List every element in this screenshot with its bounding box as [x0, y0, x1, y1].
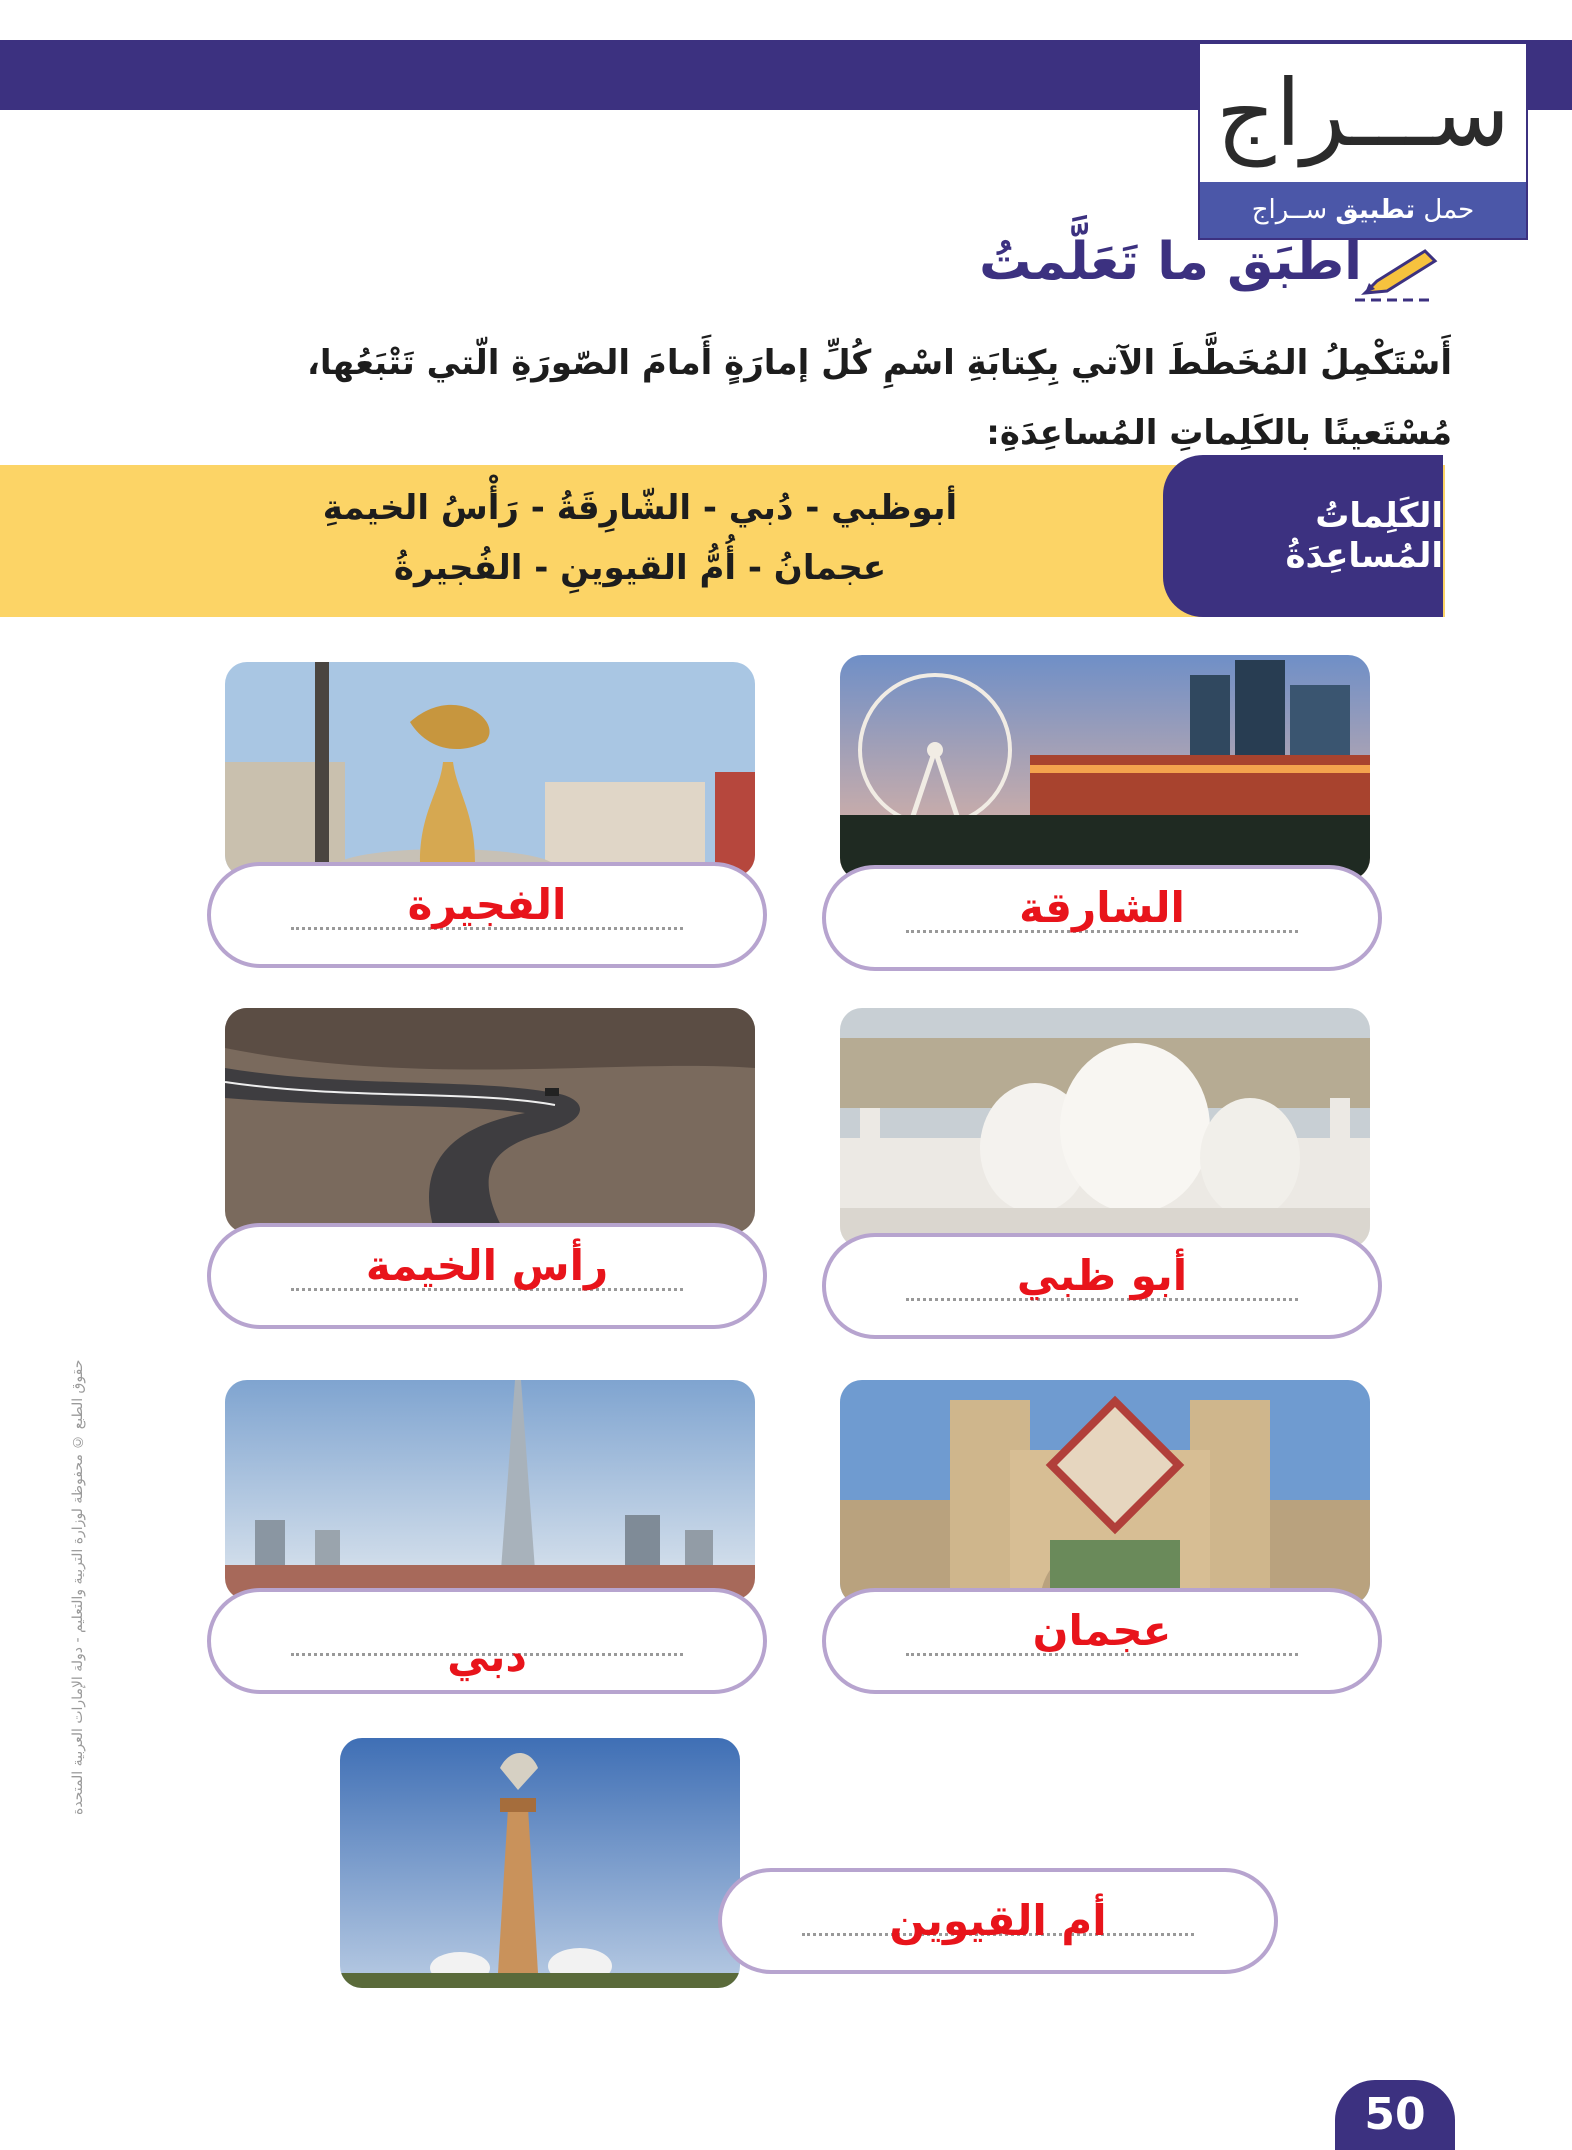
sharjah-photo	[840, 655, 1370, 880]
answer-text: الشارقة	[1019, 883, 1185, 932]
answer-field[interactable]	[207, 1588, 767, 1694]
answer-text: رأس الخيمة	[365, 1241, 609, 1290]
answer-field[interactable]	[822, 1588, 1382, 1694]
answer-text: أبو ظبي	[1016, 1251, 1188, 1300]
side-credit: حقوق الطبع © محفوظة لوزارة التربية والتعليم - دولة الإمارات العربية المتحدة	[70, 1360, 86, 1816]
siraj-logo	[1198, 42, 1528, 240]
answer-field[interactable]	[822, 1233, 1382, 1339]
abu-dhabi-photo	[840, 1008, 1370, 1248]
helper-words-line1: أبوظبي - دُبي - الشّارِقَةُ - رَأْسُ الخيمةِ	[322, 488, 958, 528]
helper-words-label: الكَلِماتُ المُساعِدَةُ	[1163, 455, 1443, 617]
answer-field[interactable]	[822, 865, 1382, 971]
ajman-photo	[840, 1380, 1370, 1605]
answer-text: الفجيرة	[407, 880, 567, 929]
card-ajman	[840, 1380, 1370, 1710]
ras-al-khaimah-photo	[225, 1008, 755, 1233]
answer-field[interactable]	[718, 1868, 1278, 1974]
card-sharjah	[840, 655, 1370, 975]
helper-words	[260, 478, 1020, 598]
answer-text: دبي	[447, 1632, 527, 1681]
page-number: 50	[1335, 2080, 1455, 2150]
card-dubai	[225, 1380, 755, 1710]
logo-strip: حمل تطبيق ســراج	[1200, 182, 1526, 238]
answer-field[interactable]	[207, 862, 767, 968]
logo-word: ســـراج	[1216, 60, 1510, 167]
helper-words-line2: عجمانُ - أُمُّ القيوينِ - الفُجيرةُ	[393, 548, 887, 588]
card-fujairah	[225, 662, 755, 982]
fujairah-photo	[225, 662, 755, 877]
card-abu-dhabi	[840, 1008, 1370, 1348]
instructions: أَسْتَكْمِلُ المُخَطَّطَ الآتي بِكِتابَةِ اسْمِ كُلِّ إمارَةٍ أَمامَ الصّورَةِ الّتي تَتْبَعُها، مُسْتَعينًا بالكَلِماتِ المُساعِدَةِ:	[306, 343, 1452, 453]
answer-field[interactable]	[207, 1223, 767, 1329]
answer-text: عجمان	[1032, 1606, 1172, 1655]
umm-al-quwain-photo	[340, 1738, 740, 1988]
card-ras-al-khaimah	[225, 1008, 755, 1348]
dubai-photo	[225, 1380, 755, 1600]
section-title: اطبَق ما تَعَلَّمتُ	[979, 232, 1362, 292]
answer-text: أم القيوين	[889, 1896, 1107, 1945]
card-umm-al-quwain	[340, 1738, 1107, 1988]
